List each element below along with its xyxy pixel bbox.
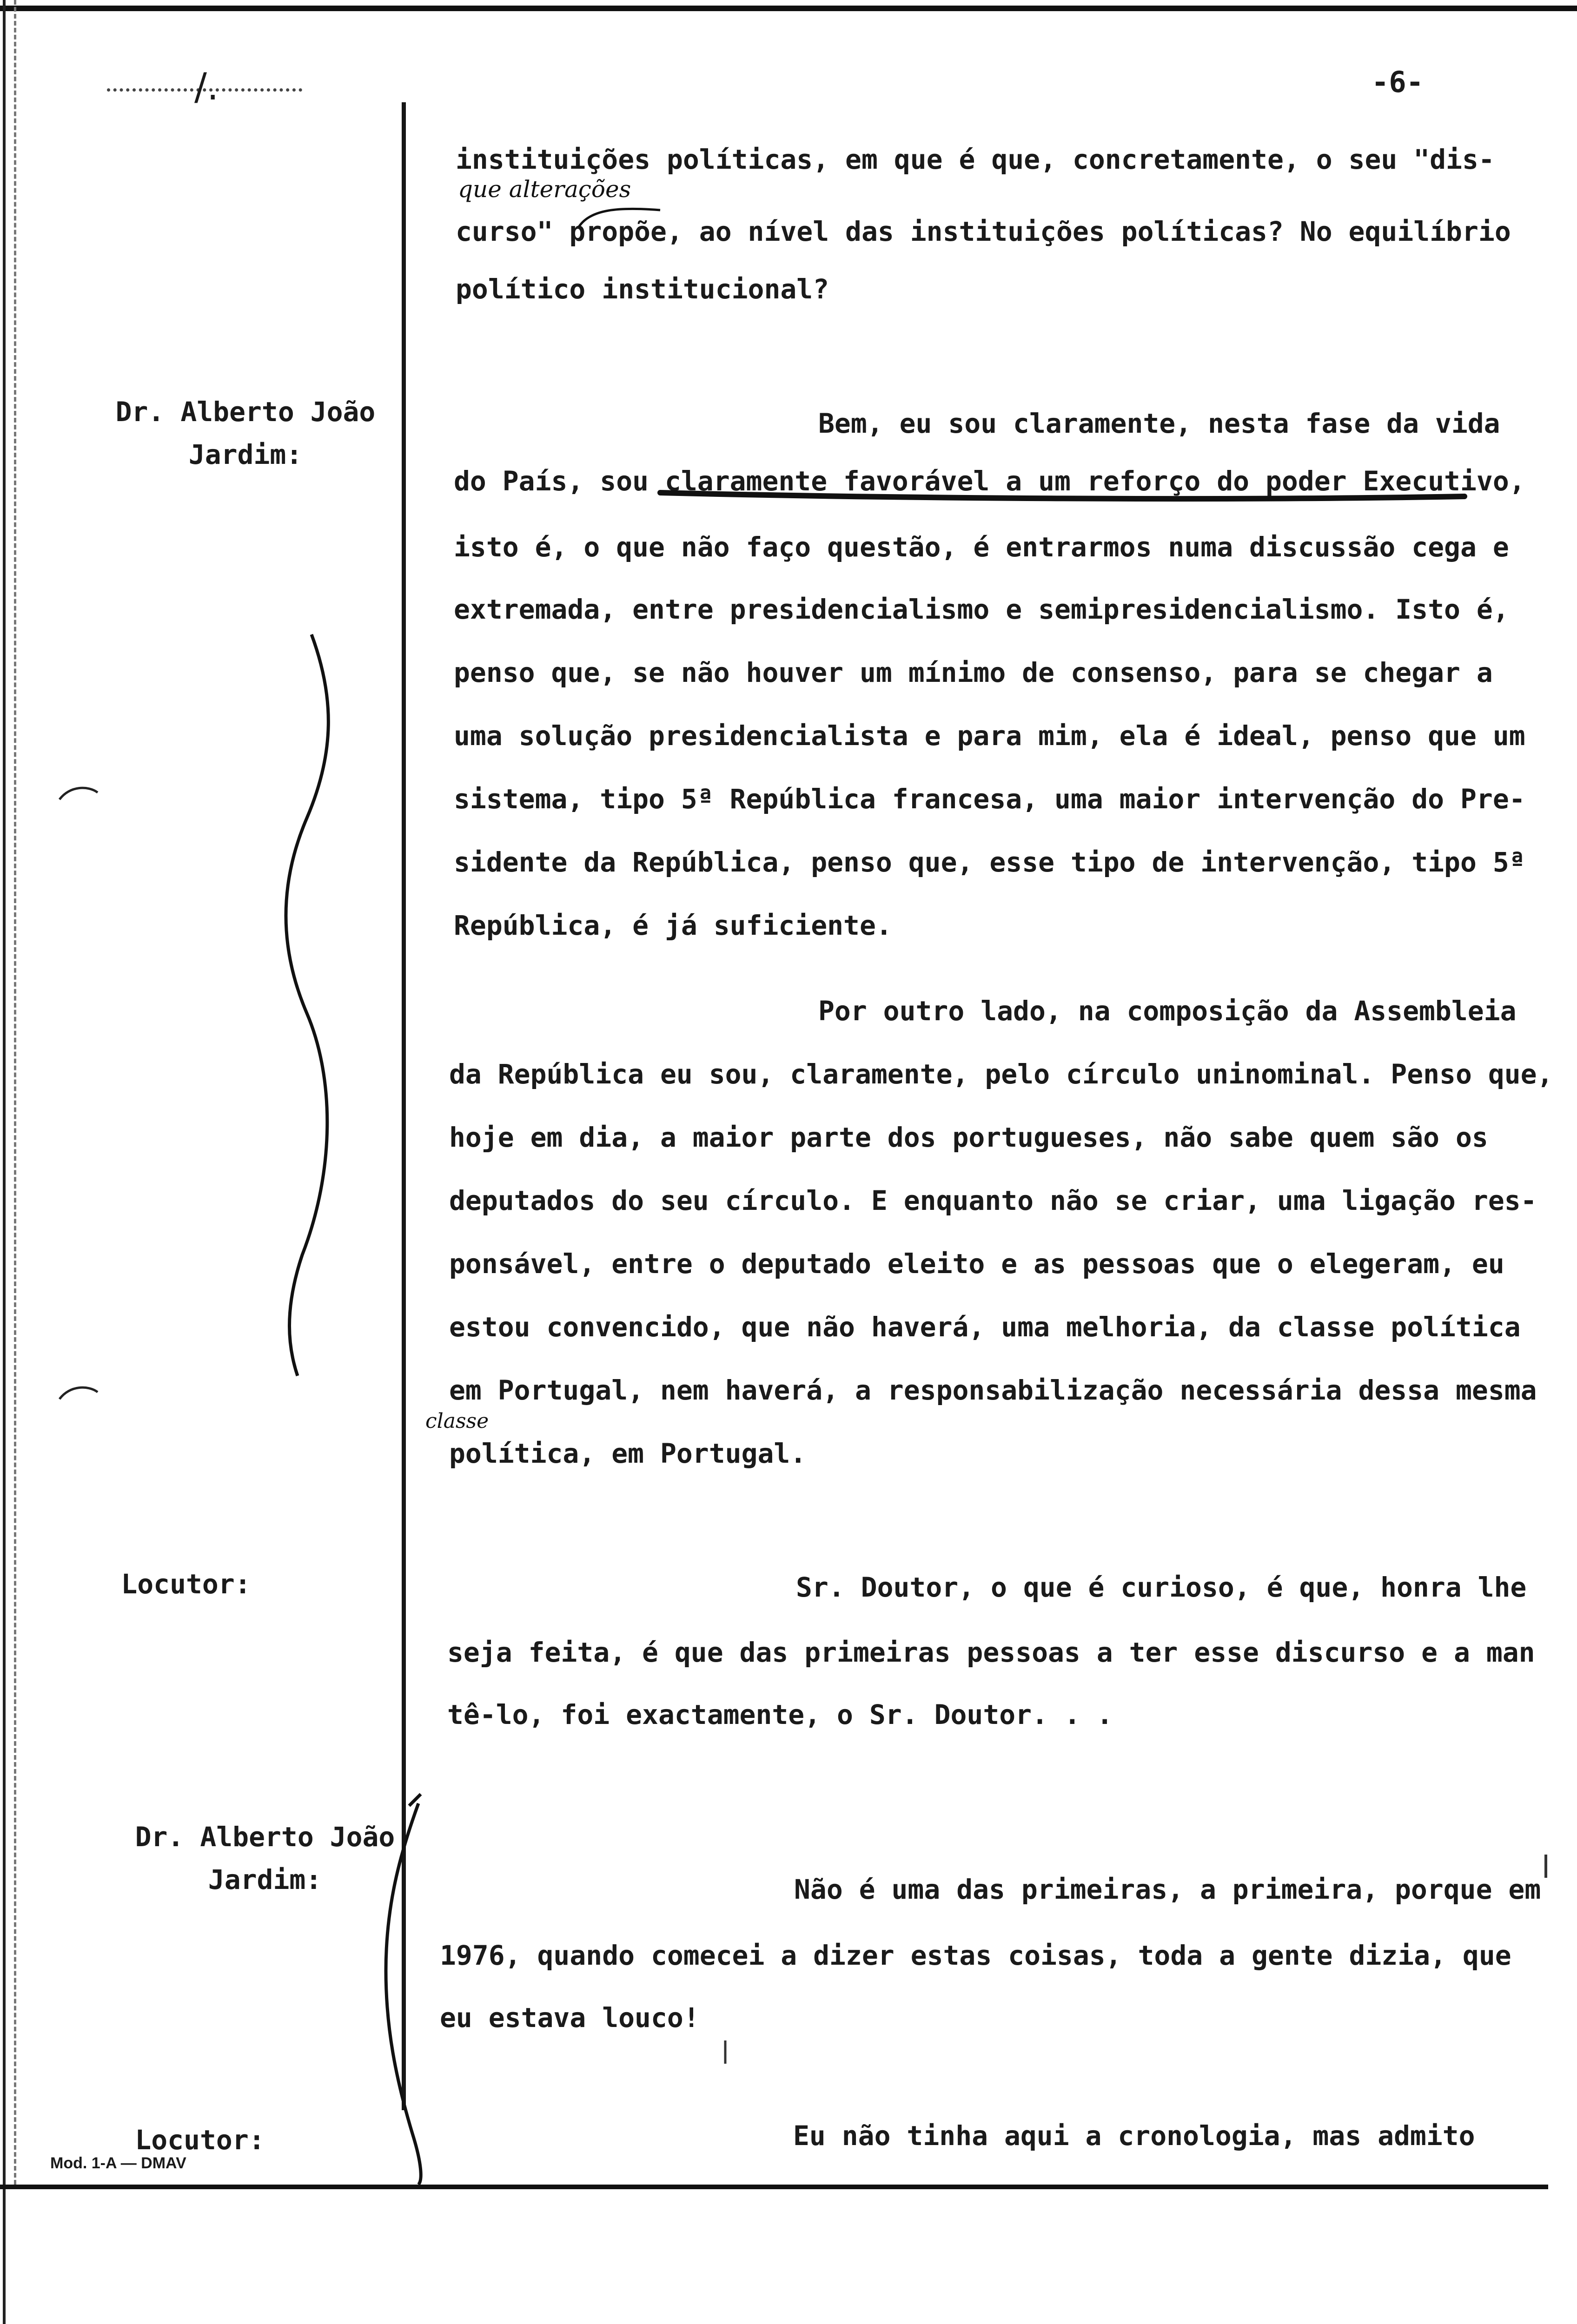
text-line: uma solução presidencialista e para mim, ela é ideal, penso que um xyxy=(454,720,1525,752)
text-line: estou convencido, que não haverá, uma melhoria, da classe política xyxy=(449,1311,1521,1343)
handwritten-annotation: classe xyxy=(425,1409,489,1433)
margin-tick xyxy=(60,788,98,799)
page-bottom-border xyxy=(0,2185,1548,2189)
text-line: 1976, quando comecei a dizer estas coisas, toda a gente dizia, que xyxy=(440,1940,1511,1971)
text-line: ponsável, entre o deputado eleito e as pessoas que o elegeram, eu xyxy=(449,1248,1504,1280)
text-line: eu estava louco! xyxy=(440,2002,700,2034)
text-line: isto é, o que não faço questão, é entrarmos numa discussão cega e xyxy=(454,531,1509,563)
handwritten-annotation: que alterações xyxy=(458,176,631,203)
text-line: sistema, tipo 5ª República francesa, uma maior intervenção do Pre- xyxy=(454,783,1525,815)
text-line: instituições políticas, em que é que, concretamente, o seu "dis- xyxy=(456,144,1495,175)
text-line: político institucional? xyxy=(456,273,829,305)
margin-tick xyxy=(60,1387,98,1399)
text-line: seja feita, é que das primeiras pessoas a ter esse discurso e a man xyxy=(447,1637,1535,1668)
page-number: -6- xyxy=(1372,65,1424,99)
text-line: República, é já suficiente. xyxy=(454,910,892,941)
text-line: Sr. Doutor, o que é curioso, é que, honra lhe xyxy=(796,1571,1527,1603)
speaker-gutter-rule xyxy=(402,102,406,2110)
text-line: em Portugal, nem haverá, a responsabilização necessária dessa mesma xyxy=(449,1374,1537,1406)
speaker-label: Locutor: xyxy=(121,1568,251,1600)
text-line: penso que, se não houver um mínimo de consenso, para se chegar a xyxy=(454,657,1493,688)
text-line: política, em Portugal. xyxy=(449,1438,807,1469)
speaker-label: Locutor: xyxy=(135,2124,265,2156)
text-line: Por outro lado, na composição da Assembleia xyxy=(818,995,1517,1027)
margin-bracket xyxy=(286,634,328,1376)
header-mark: /. xyxy=(194,65,219,108)
text-line: tê-lo, foi exactamente, o Sr. Doutor. . . xyxy=(447,1699,1113,1730)
text-line: Eu não tinha aqui a cronologia, mas admito xyxy=(793,2120,1475,2152)
text-line: da República eu sou, claramente, pelo círculo uninominal. Penso que, xyxy=(449,1058,1553,1090)
page-left-perforation xyxy=(14,0,16,2185)
text-line: Bem, eu sou claramente, nesta fase da vida xyxy=(818,408,1500,439)
text-line: deputados do seu círculo. E enquanto não se criar, uma ligação res- xyxy=(449,1185,1537,1216)
text-line: curso" propõe, ao nível das instituições políticas? No equilíbrio xyxy=(456,216,1511,247)
text-line: hoje em dia, a maior parte dos portugueses, não sabe quem são os xyxy=(449,1122,1488,1153)
page-top-border xyxy=(0,6,1577,11)
page-left-border xyxy=(3,0,6,2324)
text-line: Não é uma das primeiras, a primeira, porque em xyxy=(794,1874,1541,1905)
text-line: extremada, entre presidencialismo e semipresidencialismo. Isto é, xyxy=(454,594,1509,625)
text-line: do País, sou claramente favorável a um reforço do poder Executivo, xyxy=(454,465,1525,497)
speaker-label: Dr. Alberto João Jardim: xyxy=(135,1821,395,1895)
text-line: sidente da República, penso que, esse tipo de intervenção, tipo 5ª xyxy=(454,846,1525,878)
speaker-label: Dr. Alberto João Jardim: xyxy=(115,396,376,470)
form-code: Mod. 1-A — DMAV xyxy=(50,2154,186,2172)
margin-stroke xyxy=(409,1794,421,1806)
